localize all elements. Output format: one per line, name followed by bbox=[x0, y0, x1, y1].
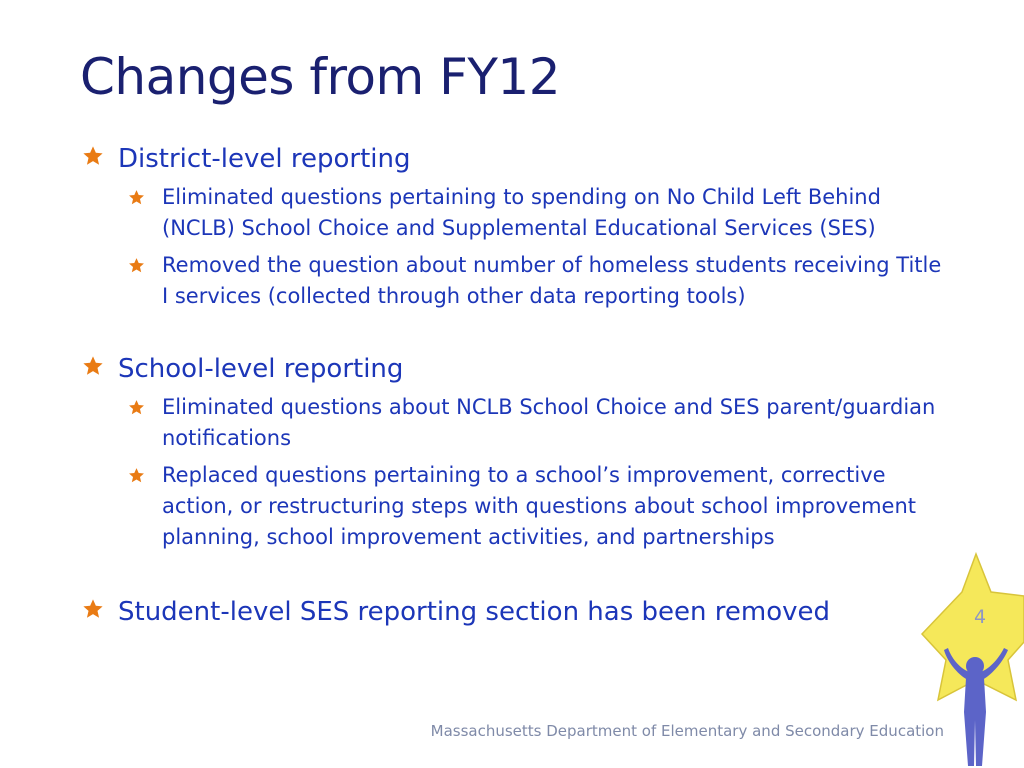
bullet-text: School-level reporting bbox=[118, 354, 404, 384]
slide-content bbox=[82, 142, 952, 635]
sub-bullet bbox=[128, 250, 952, 312]
bullet-school-level bbox=[82, 352, 952, 386]
bullet-district-level bbox=[82, 142, 952, 176]
star-icon bbox=[128, 399, 145, 416]
footer-text: Massachusetts Department of Elementary and Secondary Education bbox=[430, 722, 944, 740]
sub-bullet-text: Eliminated questions pertaining to spending on No Child Left Behind (NCLB) School Choice and Supplemental Educational Services (SES) bbox=[162, 185, 881, 240]
star-icon bbox=[82, 145, 104, 167]
spacer bbox=[82, 559, 952, 595]
star-icon bbox=[128, 189, 145, 206]
bullet-text: Student-level SES reporting section has been removed bbox=[118, 597, 831, 627]
page-number: 4 bbox=[973, 606, 987, 628]
star-icon bbox=[128, 467, 145, 484]
sub-bullet-text: Eliminated questions about NCLB School Choice and SES parent/guardian notifications bbox=[162, 395, 936, 450]
star-icon bbox=[128, 257, 145, 274]
sub-bullet bbox=[128, 182, 952, 244]
sub-bullet bbox=[128, 460, 952, 553]
sub-bullet-text: Removed the question about number of homeless students receiving Title I services (collected through other data reporting tools) bbox=[162, 253, 942, 308]
spacer bbox=[82, 318, 952, 352]
sub-bullet-text: Replaced questions pertaining to a school’s improvement, corrective action, or restructuring steps with questions about school improvement planning, school improvement activities, and partnerships bbox=[162, 463, 917, 549]
star-icon bbox=[82, 355, 104, 377]
slide-title: Changes from FY12 bbox=[80, 48, 561, 106]
star-person-logo-icon bbox=[920, 552, 1024, 768]
bullet-student-level bbox=[82, 595, 952, 629]
bullet-text: District-level reporting bbox=[118, 144, 411, 174]
sub-bullet bbox=[128, 392, 952, 454]
star-icon bbox=[82, 598, 104, 620]
